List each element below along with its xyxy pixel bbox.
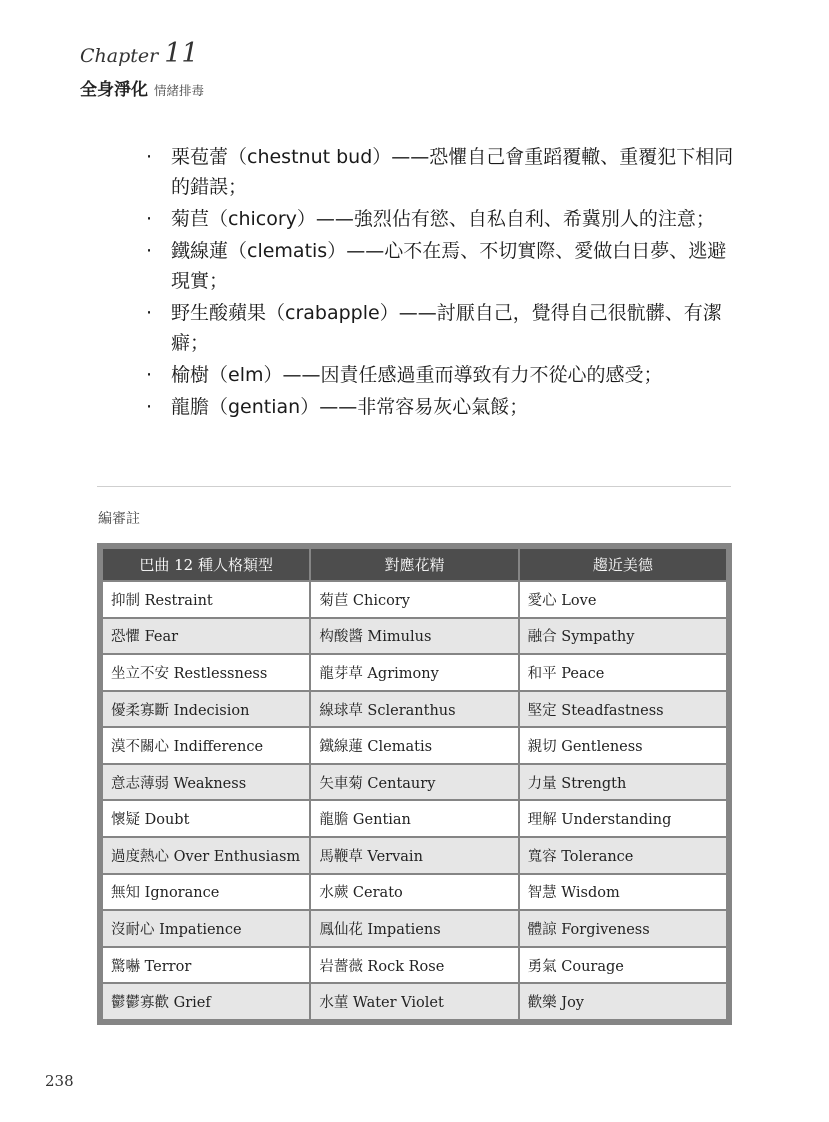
header-virtue: 趨近美德	[520, 549, 726, 580]
bach-types-table-frame	[97, 543, 732, 1025]
header-flower-remedy: 對應花精	[311, 549, 517, 580]
list-item	[140, 204, 740, 234]
cell-virtue: 理解 Understanding	[520, 801, 726, 836]
cell-virtue: 堅定 Steadfastness	[520, 692, 726, 727]
header-personality-type: 巴曲 12 種人格類型	[103, 549, 309, 580]
cell-type: 漠不關心 Indifference	[103, 728, 309, 763]
list-item-text: 栗苞蕾（chestnut bud）——恐懼自己會重蹈覆轍、重覆犯下相同的錯誤；	[171, 146, 734, 198]
bullet-marker: ‧	[146, 396, 153, 418]
table-row	[103, 948, 726, 983]
cell-type: 恐懼 Fear	[103, 619, 309, 654]
table-row	[103, 692, 726, 727]
bullet-marker: ‧	[146, 240, 153, 262]
table-row	[103, 728, 726, 763]
table-row	[103, 838, 726, 873]
cell-type: 無知 Ignorance	[103, 875, 309, 910]
cell-virtue: 智慧 Wisdom	[520, 875, 726, 910]
bullet-marker: ‧	[146, 208, 153, 230]
cell-remedy: 龍芽草 Agrimony	[311, 655, 517, 690]
cell-virtue: 和平 Peace	[520, 655, 726, 690]
cell-remedy: 水蕨 Cerato	[311, 875, 517, 910]
cell-type: 優柔寡斷 Indecision	[103, 692, 309, 727]
list-item-text: 野生酸蘋果（crabapple）——討厭自己，覺得自己很骯髒、有潔癖；	[171, 302, 722, 354]
running-header	[80, 40, 204, 100]
table-row	[103, 619, 726, 654]
cell-remedy: 水菫 Water Violet	[311, 984, 517, 1019]
list-item-text: 鐵線蓮（clematis）——心不在焉、不切實際、愛做白日夢、逃避現實；	[171, 240, 727, 292]
cell-remedy: 岩薔薇 Rock Rose	[311, 948, 517, 983]
list-item	[140, 298, 740, 358]
bullet-marker: ‧	[146, 146, 153, 168]
bullet-marker: ‧	[146, 364, 153, 386]
cell-remedy: 构酸醬 Mimulus	[311, 619, 517, 654]
cell-virtue: 寬容 Tolerance	[520, 838, 726, 873]
bach-types-table	[101, 547, 728, 1021]
bullet-marker: ‧	[146, 302, 153, 324]
cell-virtue: 歡樂 Joy	[520, 984, 726, 1019]
cell-virtue: 勇氣 Courage	[520, 948, 726, 983]
cell-remedy: 線球草 Scleranthus	[311, 692, 517, 727]
cell-virtue: 力量 Strength	[520, 765, 726, 800]
table-row	[103, 875, 726, 910]
list-item	[140, 392, 740, 422]
cell-remedy: 龍膽 Gentian	[311, 801, 517, 836]
flower-remedy-list	[140, 142, 740, 424]
cell-virtue: 體諒 Forgiveness	[520, 911, 726, 946]
table-row	[103, 582, 726, 617]
cell-type: 抑制 Restraint	[103, 582, 309, 617]
cell-type: 懷疑 Doubt	[103, 801, 309, 836]
table-header-row	[103, 549, 726, 580]
cell-type: 沒耐心 Impatience	[103, 911, 309, 946]
cell-type: 驚嚇 Terror	[103, 948, 309, 983]
chapter-word: Chapter	[80, 45, 159, 67]
cell-type: 坐立不安 Restlessness	[103, 655, 309, 690]
table-row	[103, 984, 726, 1019]
chapter-title	[80, 75, 204, 100]
list-item-text: 龍膽（gentian）——非常容易灰心氣餒；	[171, 396, 529, 418]
section-divider	[97, 486, 731, 487]
chapter-label	[80, 40, 204, 67]
table-row	[103, 801, 726, 836]
chapter-title-sub: 情緒排毒	[154, 83, 205, 98]
cell-remedy: 矢車菊 Centaury	[311, 765, 517, 800]
cell-remedy: 馬鞭草 Vervain	[311, 838, 517, 873]
table-row	[103, 765, 726, 800]
list-item-text: 菊苣（chicory）——強烈佔有慾、自私自利、希冀別人的注意；	[171, 208, 715, 230]
editor-note-label: 編審註	[98, 511, 140, 527]
list-item	[140, 236, 740, 296]
cell-type: 過度熱心 Over Enthusiasm	[103, 838, 309, 873]
cell-type: 鬱鬱寡歡 Grief	[103, 984, 309, 1019]
cell-remedy: 鳳仙花 Impatiens	[311, 911, 517, 946]
page-number: 238	[45, 1072, 74, 1090]
chapter-number: 11	[164, 38, 199, 69]
table-row	[103, 655, 726, 690]
chapter-title-main: 全身淨化	[80, 80, 148, 100]
cell-type: 意志薄弱 Weakness	[103, 765, 309, 800]
cell-remedy: 鐵線蓮 Clematis	[311, 728, 517, 763]
cell-virtue: 親切 Gentleness	[520, 728, 726, 763]
cell-virtue: 融合 Sympathy	[520, 619, 726, 654]
table-row	[103, 911, 726, 946]
cell-remedy: 菊苣 Chicory	[311, 582, 517, 617]
list-item-text: 榆樹（elm）——因責任感過重而導致有力不從心的感受；	[171, 364, 663, 386]
cell-virtue: 愛心 Love	[520, 582, 726, 617]
list-item	[140, 142, 740, 202]
list-item	[140, 360, 740, 390]
